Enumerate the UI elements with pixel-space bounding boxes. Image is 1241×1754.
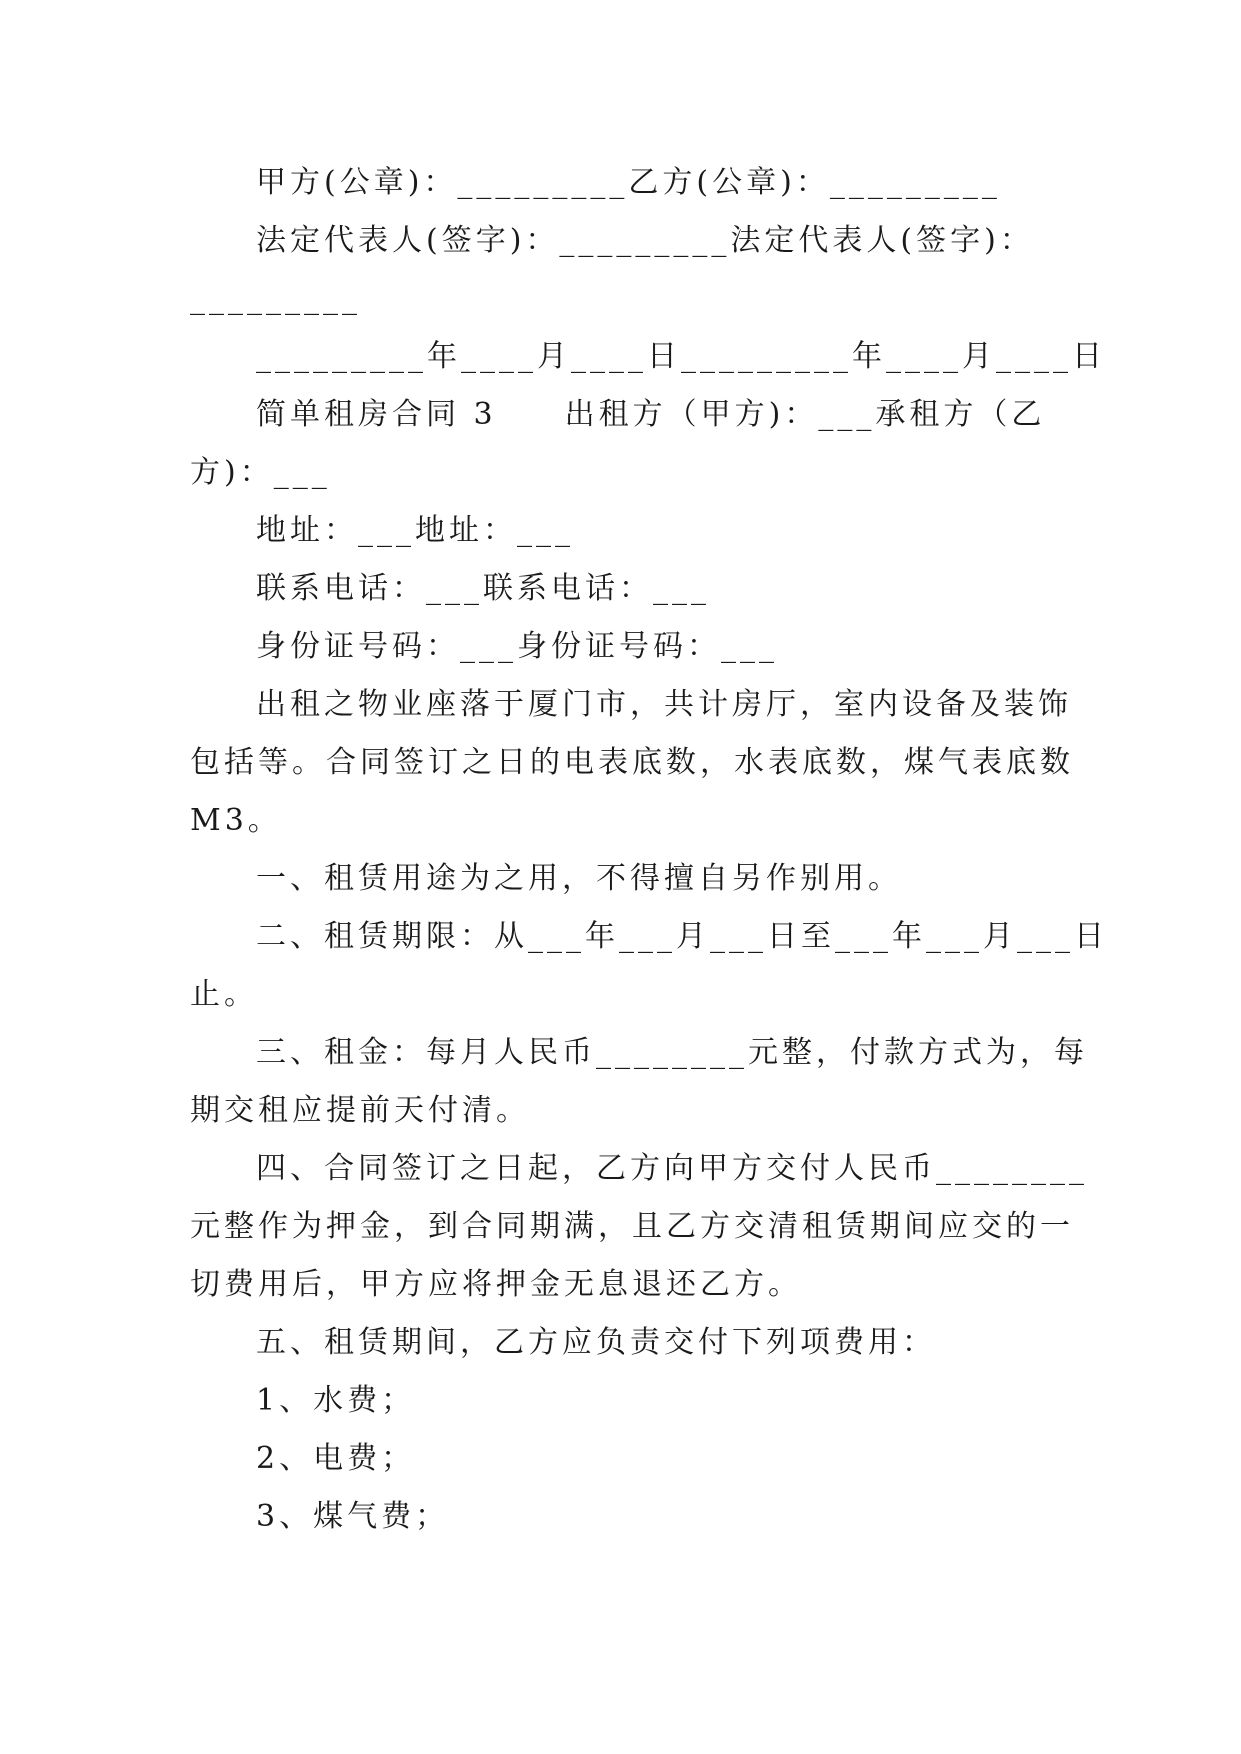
fee-item-gas: 3、煤气费；: [256, 1499, 450, 1534]
signature-seal-line: 甲方(公章)：_________乙方(公章)：_________: [256, 165, 1001, 200]
contract-title-parties: 简单租房合同 3 出租方（甲方)：___承租方（乙: [256, 397, 1046, 432]
property-paragraph-line-2: 包括等。合同签订之日的电表底数，水表底数，煤气表底数: [190, 745, 1074, 780]
clause-4-deposit-line-1: 四、合同签订之日起，乙方向甲方交付人民币________: [256, 1151, 1088, 1186]
tenant-continuation: 方)：___: [190, 455, 331, 490]
id-number-line: 身份证号码：___身份证号码：___: [256, 629, 778, 664]
clause-3-rent-line-1: 三、租金：每月人民币________元整，付款方式为，每: [256, 1035, 1088, 1070]
clause-4-deposit-line-3: 切费用后，甲方应将押金无息退还乙方。: [190, 1267, 802, 1302]
fee-item-water: 1、水费；: [256, 1383, 416, 1418]
legal-representative-blank: _________: [190, 281, 361, 316]
clause-5-fees: 五、租赁期间，乙方应负责交付下列项费用：: [256, 1325, 936, 1360]
clause-1-usage: 一、租赁用途为之用，不得擅自另作别用。: [256, 861, 902, 896]
address-line: 地址：___地址：___: [256, 513, 574, 548]
contract-text: [190, 154, 1108, 1546]
property-paragraph-line-1: 出租之物业座落于厦门市，共计房厅，室内设备及装饰: [256, 687, 1072, 722]
clause-2-term-line-2: 止。: [190, 977, 258, 1012]
clause-3-rent-line-2: 期交租应提前天付清。: [190, 1093, 530, 1128]
fee-item-electricity: 2、电费；: [256, 1441, 416, 1476]
property-paragraph-line-3: M3。: [190, 803, 282, 838]
legal-representative-line: 法定代表人(签字)：_________法定代表人(签字)：: [256, 223, 1034, 258]
phone-line: 联系电话：___联系电话：___: [256, 571, 710, 606]
clause-4-deposit-line-2: 元整作为押金，到合同期满，且乙方交清租赁期间应交的一: [190, 1209, 1074, 1244]
clause-2-term-line-1: 二、租赁期限：从___年___月___日至___年___月___日: [256, 919, 1108, 954]
date-line: _________年____月____日_________年____月____日: [256, 339, 1106, 374]
